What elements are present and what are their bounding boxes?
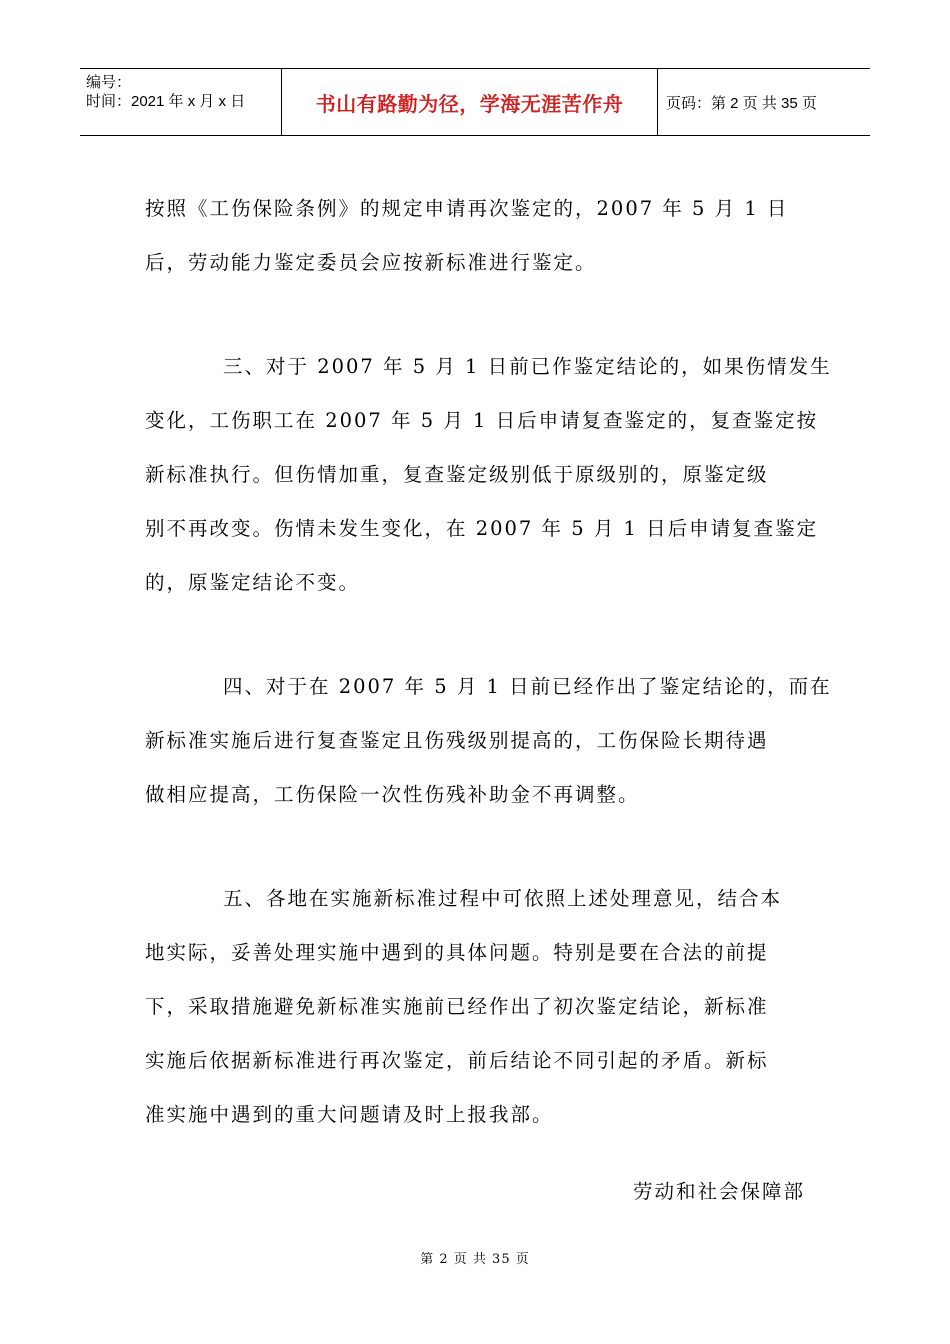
text-line: 下，采取措施避免新标准实施前已经作出了初次鉴定结论，新标准 <box>145 995 769 1018</box>
document-header <box>80 68 870 136</box>
text-line: 新标准实施后进行复查鉴定且伤残级别提高的，工伤保险长期待遇 <box>145 729 769 752</box>
text-line: 做相应提高，工伤保险一次性伤残补助金不再调整。 <box>145 783 640 806</box>
page-footer: 第 2 页 共 35 页 <box>420 1252 530 1267</box>
text-line: 按照《工伤保险条例》的规定申请再次鉴定的，2007 年 5 月 1 日 <box>145 197 789 220</box>
header-number-label: 编号： <box>86 74 132 91</box>
header-meta-cell <box>80 69 282 135</box>
document-body <box>145 182 832 1142</box>
header-page-cell <box>658 69 870 135</box>
header-time-label: 时间：2021 年 x 月 x 日 <box>86 93 246 110</box>
signature: 劳动和社会保障部 <box>633 1180 806 1203</box>
text-line: 实施后依据新标准进行再次鉴定，前后结论不同引起的矛盾。新标 <box>145 1049 769 1072</box>
text-line: 后，劳动能力鉴定委员会应按新标准进行鉴定。 <box>145 251 597 274</box>
paragraph-1 <box>145 182 815 290</box>
text-line: 准实施中遇到的重大问题请及时上报我部。 <box>145 1103 554 1126</box>
text-line: 变化，工伤职工在 2007 年 5 月 1 日后申请复查鉴定的，复查鉴定按 <box>145 409 819 432</box>
text-line: 的，原鉴定结论不变。 <box>145 571 361 594</box>
header-page-info: 页码：第 2 页 共 35 页 <box>666 94 817 112</box>
text-line: 三、对于 2007 年 5 月 1 日前已作鉴定结论的，如果伤情发生 <box>223 355 832 378</box>
text-line: 别不再改变。伤情未发生变化，在 2007 年 5 月 1 日后申请复查鉴定 <box>145 517 819 540</box>
text-line: 四、对于在 2007 年 5 月 1 日前已经作出了鉴定结论的，而在 <box>223 675 832 698</box>
header-motto-cell <box>282 69 658 135</box>
header-motto: 书山有路勤为径，学海无涯苦作舟 <box>315 91 624 116</box>
paragraph-3 <box>145 660 832 822</box>
text-line: 地实际，妥善处理实施中遇到的具体问题。特别是要在合法的前提 <box>145 941 769 964</box>
paragraph-2 <box>145 340 832 610</box>
text-line: 新标准执行。但伤情加重，复查鉴定级别低于原级别的，原鉴定级 <box>145 463 769 486</box>
text-line: 五、各地在实施新标准过程中可依照上述处理意见，结合本 <box>223 887 783 910</box>
paragraph-4 <box>145 872 815 1142</box>
